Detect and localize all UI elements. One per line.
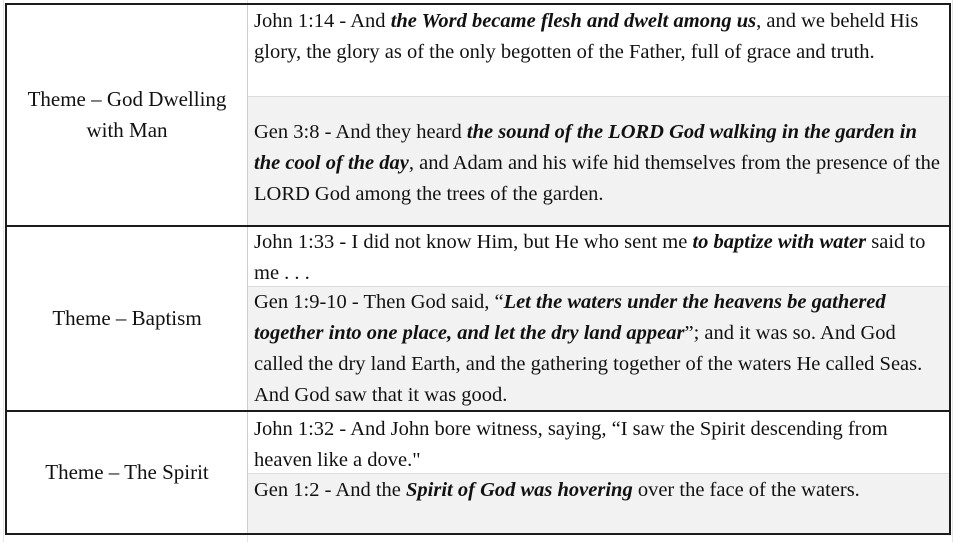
verse-text: John 1:33 - I did not know Him, but He who sent me bbox=[254, 231, 693, 253]
theme-label: Theme – Baptism bbox=[52, 306, 202, 330]
verse-text-rest: over the face of the waters. bbox=[632, 479, 860, 501]
theme-cell[interactable] bbox=[7, 412, 247, 533]
verse-emphasis: Spirit of God was hovering bbox=[406, 479, 633, 501]
verse-john-1-14[interactable] bbox=[248, 5, 949, 97]
themes-table bbox=[5, 3, 951, 535]
verse-text-rest: , and we beheld His glory, the glory as of the only begotten of the Father, full of grace and truth. bbox=[254, 10, 919, 63]
verse-text-rest: said to me . . . bbox=[254, 231, 926, 284]
theme-label: Theme – The Spirit bbox=[45, 460, 209, 484]
verse-emphasis: Let the waters under the heavens be gathered together into one place, and let the dry land appear bbox=[254, 291, 886, 344]
verse-john-1-32[interactable] bbox=[248, 412, 949, 474]
table-row-baptism bbox=[7, 225, 949, 410]
verse-john-1-33[interactable] bbox=[248, 227, 949, 287]
verse-text: John 1:32 - And John bore witness, saying, “I saw the Spirit descending from heaven like a dove." bbox=[254, 418, 888, 471]
verses-cell bbox=[247, 412, 949, 533]
verses-cell bbox=[247, 5, 949, 225]
verse-text-rest: , and Adam and his wife hid themselves from the presence of the LORD God among the trees of the garden. bbox=[254, 152, 941, 205]
table-row-spirit bbox=[7, 410, 949, 533]
verse-text: John 1:14 - And bbox=[254, 10, 391, 32]
verse-emphasis: to baptize with water bbox=[692, 231, 867, 253]
verse-text: Gen 1:2 - And the bbox=[254, 479, 407, 501]
verse-gen-1-2[interactable] bbox=[248, 474, 949, 533]
verses-cell bbox=[247, 227, 949, 410]
verse-text: Gen 3:8 - And they heard bbox=[254, 121, 467, 143]
verse-text: Gen 1:9-10 - Then God said, “ bbox=[254, 291, 504, 313]
verse-text-rest: ”; and it was so. And God called the dry land Earth, and the gathering together of the waters He called Seas. And God saw that it was good. bbox=[254, 322, 923, 406]
theme-label: Theme – God Dwelling with Man bbox=[27, 87, 227, 142]
theme-cell[interactable] bbox=[7, 227, 247, 410]
verse-gen-1-9-10[interactable] bbox=[248, 287, 949, 410]
theme-cell[interactable] bbox=[7, 5, 247, 225]
table-row-god-dwelling bbox=[7, 5, 949, 225]
verse-gen-3-8[interactable] bbox=[248, 97, 949, 225]
verse-emphasis: the sound of the LORD God walking in the garden in the cool of the day bbox=[254, 121, 917, 174]
verse-emphasis: the Word became flesh and dwelt among us bbox=[390, 10, 757, 32]
